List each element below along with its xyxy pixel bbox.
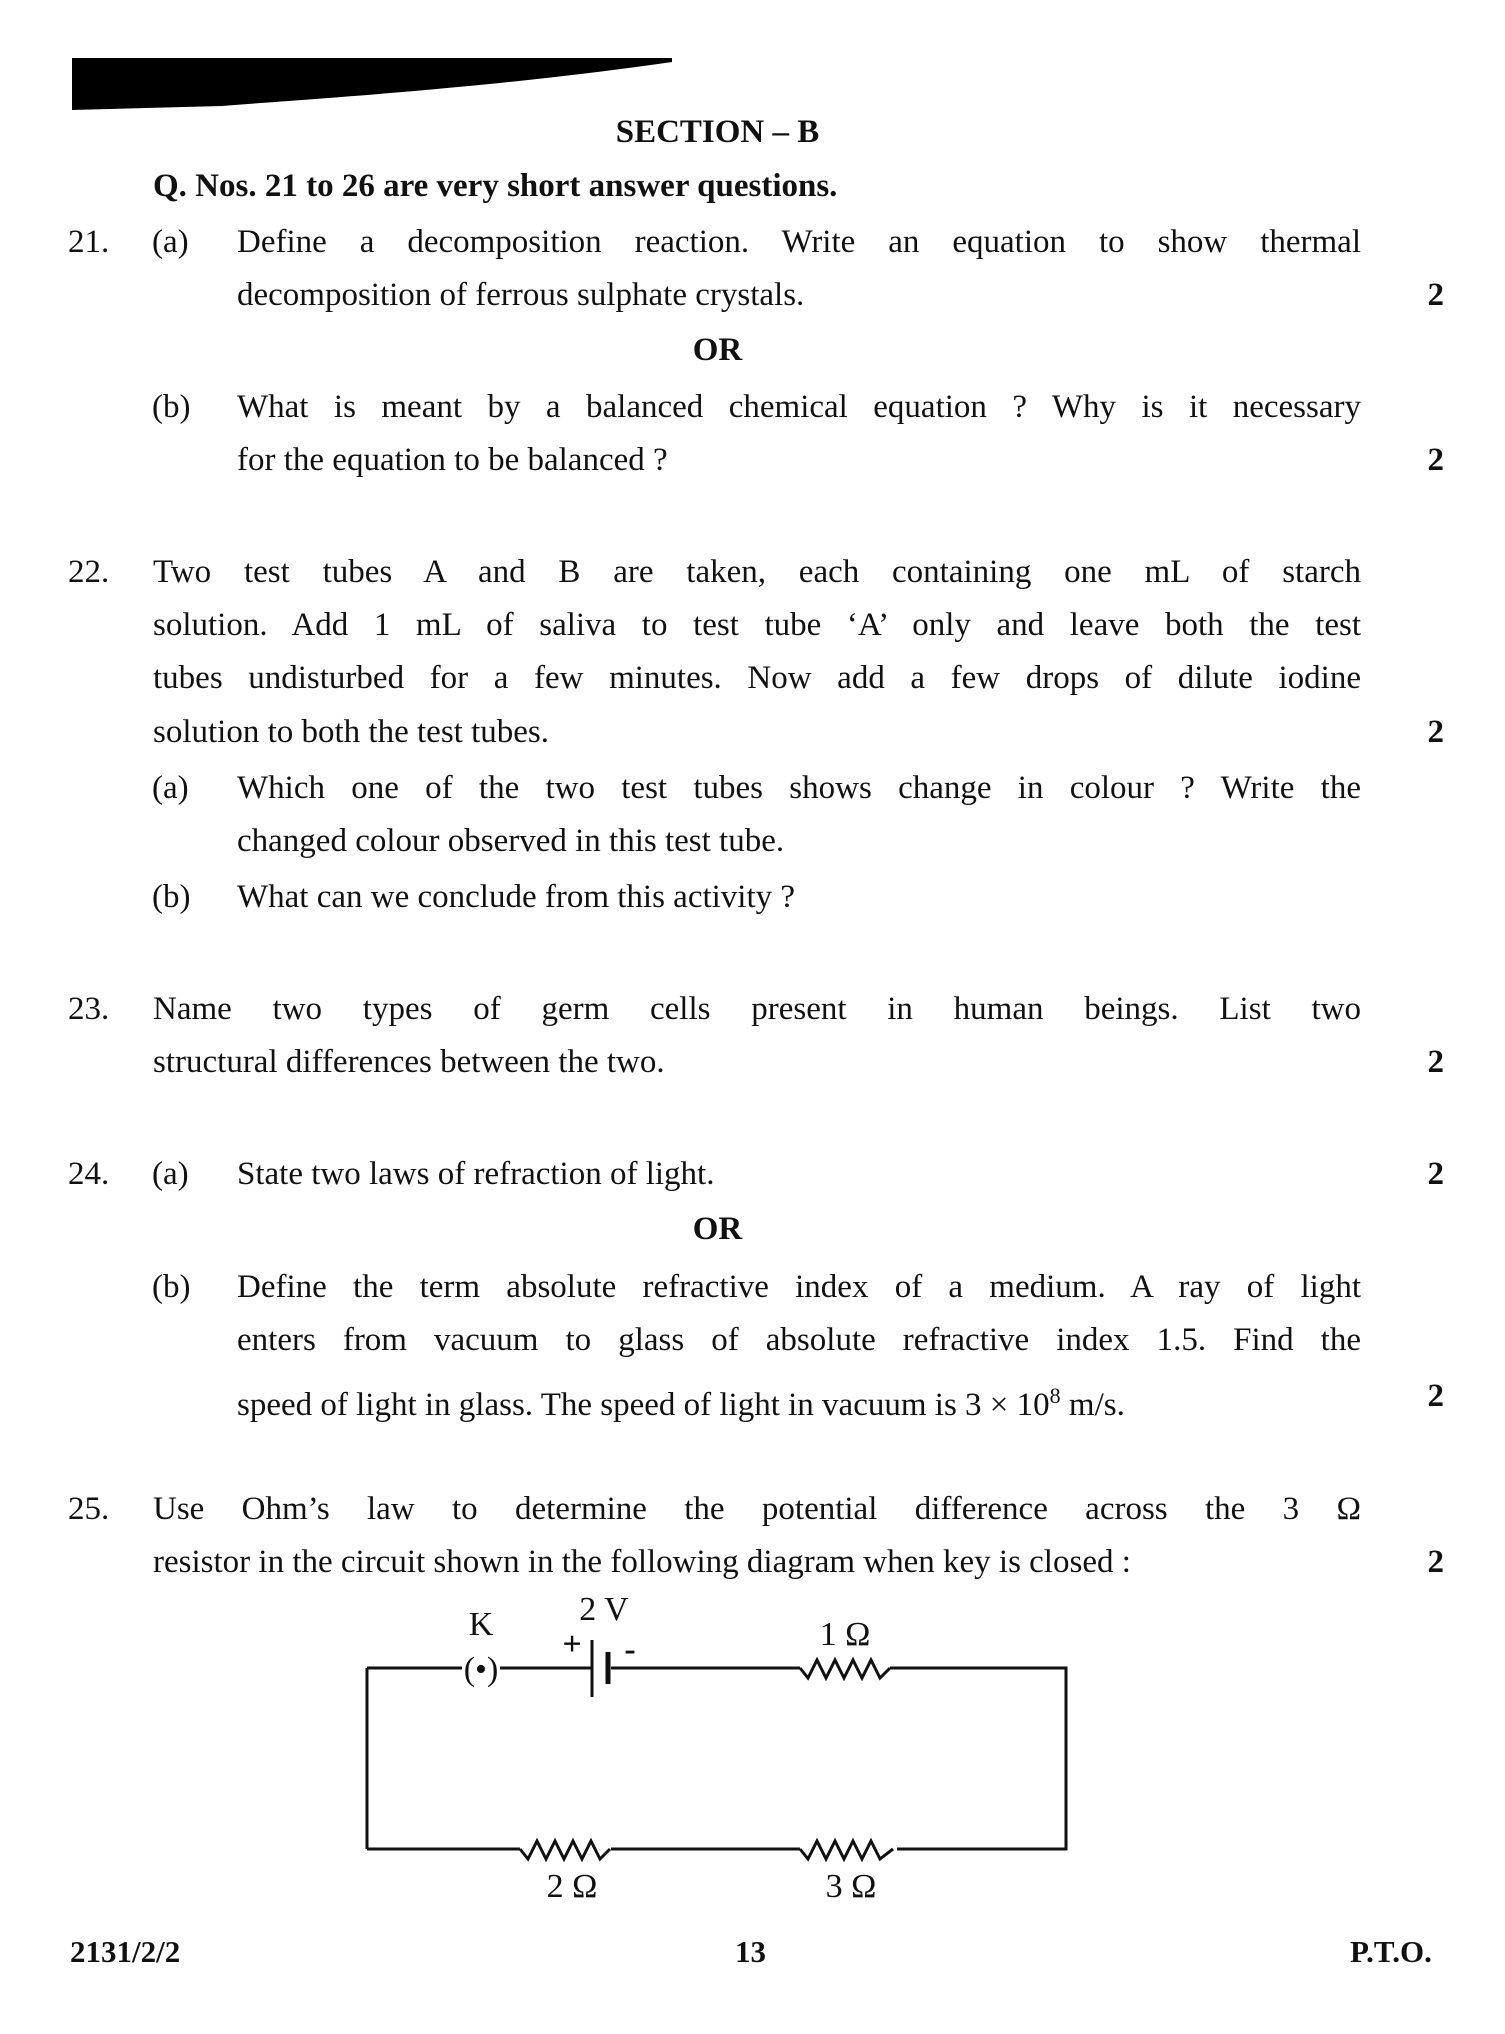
q23-marks: 2: [1427, 1044, 1444, 1080]
pto-label: P.T.O.: [1350, 1934, 1432, 1969]
q22-line: solution. Add 1 mL of saliva to test tube ‘A’ only and leave both the test: [153, 607, 1361, 643]
resistor-1-ohm: [800, 1660, 890, 1678]
q24a-label: (a): [152, 1156, 189, 1192]
q21b-label: (b): [152, 389, 191, 425]
r2-label: 2 Ω: [546, 1868, 598, 1905]
q22-marks: 2: [1427, 714, 1444, 750]
q21a-marks: 2: [1427, 277, 1444, 313]
resistor-2-ohm: [520, 1841, 610, 1859]
q23-line: Name two types of germ cells present in human beings. List two: [153, 991, 1361, 1027]
q25-line: Use Ohm’s law to determine the potential difference across the 3 Ω: [153, 1491, 1361, 1527]
q21a-label: (a): [152, 224, 189, 260]
key-symbol: (•): [463, 1651, 499, 1688]
q21a-line: decomposition of ferrous sulphate crystals.: [237, 277, 805, 313]
q24b-line: enters from vacuum to glass of absolute refractive index 1.5. Find the: [237, 1322, 1361, 1358]
q22-line: solution to both the test tubes.: [153, 714, 549, 750]
q21b-line: What is meant by a balanced chemical equation ? Why is it necessary: [237, 389, 1361, 425]
q21b-line: for the equation to be balanced ?: [237, 442, 668, 478]
q24b-line: Define the term absolute refractive index of a medium. A ray of light: [237, 1269, 1361, 1305]
q24a-marks: 2: [1427, 1156, 1444, 1192]
battery-minus: -: [624, 1631, 636, 1668]
r1-label: 1 Ω: [819, 1616, 871, 1653]
q21b-marks: 2: [1427, 442, 1444, 478]
battery-plus: +: [562, 1626, 582, 1663]
q25-line: resistor in the circuit shown in the following diagram when key is closed :: [153, 1544, 1131, 1580]
q22-line: Two test tubes A and B are taken, each containing one mL of starch: [153, 554, 1361, 590]
r3-label: 3 Ω: [825, 1868, 877, 1905]
resistor-3-ohm: [800, 1841, 893, 1859]
q25-number: 25.: [68, 1491, 110, 1527]
q23-number: 23.: [68, 991, 110, 1027]
q22-line: tubes undisturbed for a few minutes. Now add a few drops of dilute iodine: [153, 660, 1361, 696]
q21a-line: Define a decomposition reaction. Write an equation to show thermal: [237, 224, 1361, 260]
q25-marks: 2: [1427, 1544, 1444, 1580]
q24b-marks: 2: [1427, 1378, 1444, 1414]
instruction: Q. Nos. 21 to 26 are very short answer questions.: [153, 168, 838, 204]
q24a-line: State two laws of refraction of light.: [237, 1156, 715, 1192]
q22b-label: (b): [152, 879, 191, 915]
key-label: K: [468, 1606, 494, 1643]
q24b-unit: m/s.: [1060, 1387, 1125, 1423]
q22b-line: What can we conclude from this activity ?: [237, 879, 796, 915]
or-divider: OR: [692, 1211, 743, 1247]
wire: [367, 1668, 1066, 1849]
q24b-exponent: 8: [1049, 1383, 1061, 1408]
q22a-line: changed colour observed in this test tube.: [237, 823, 785, 859]
q21-number: 21.: [68, 224, 110, 260]
q22a-line: Which one of the two test tubes shows change in colour ? Write the: [237, 770, 1361, 806]
or-divider: OR: [692, 332, 743, 368]
q23-line: structural differences between the two.: [153, 1044, 665, 1080]
q24b-label: (b): [152, 1269, 191, 1305]
q22-number: 22.: [68, 554, 110, 590]
battery-label: 2 V: [579, 1591, 629, 1628]
page-number: 13: [735, 1934, 766, 1969]
q24b-text: speed of light in glass. The speed of light in vacuum is 3 × 10: [237, 1387, 1050, 1423]
q22a-label: (a): [152, 770, 189, 806]
section-title: SECTION – B: [615, 114, 820, 150]
paper-code: 2131/2/2: [70, 1934, 181, 1969]
q24-number: 24.: [68, 1156, 110, 1192]
